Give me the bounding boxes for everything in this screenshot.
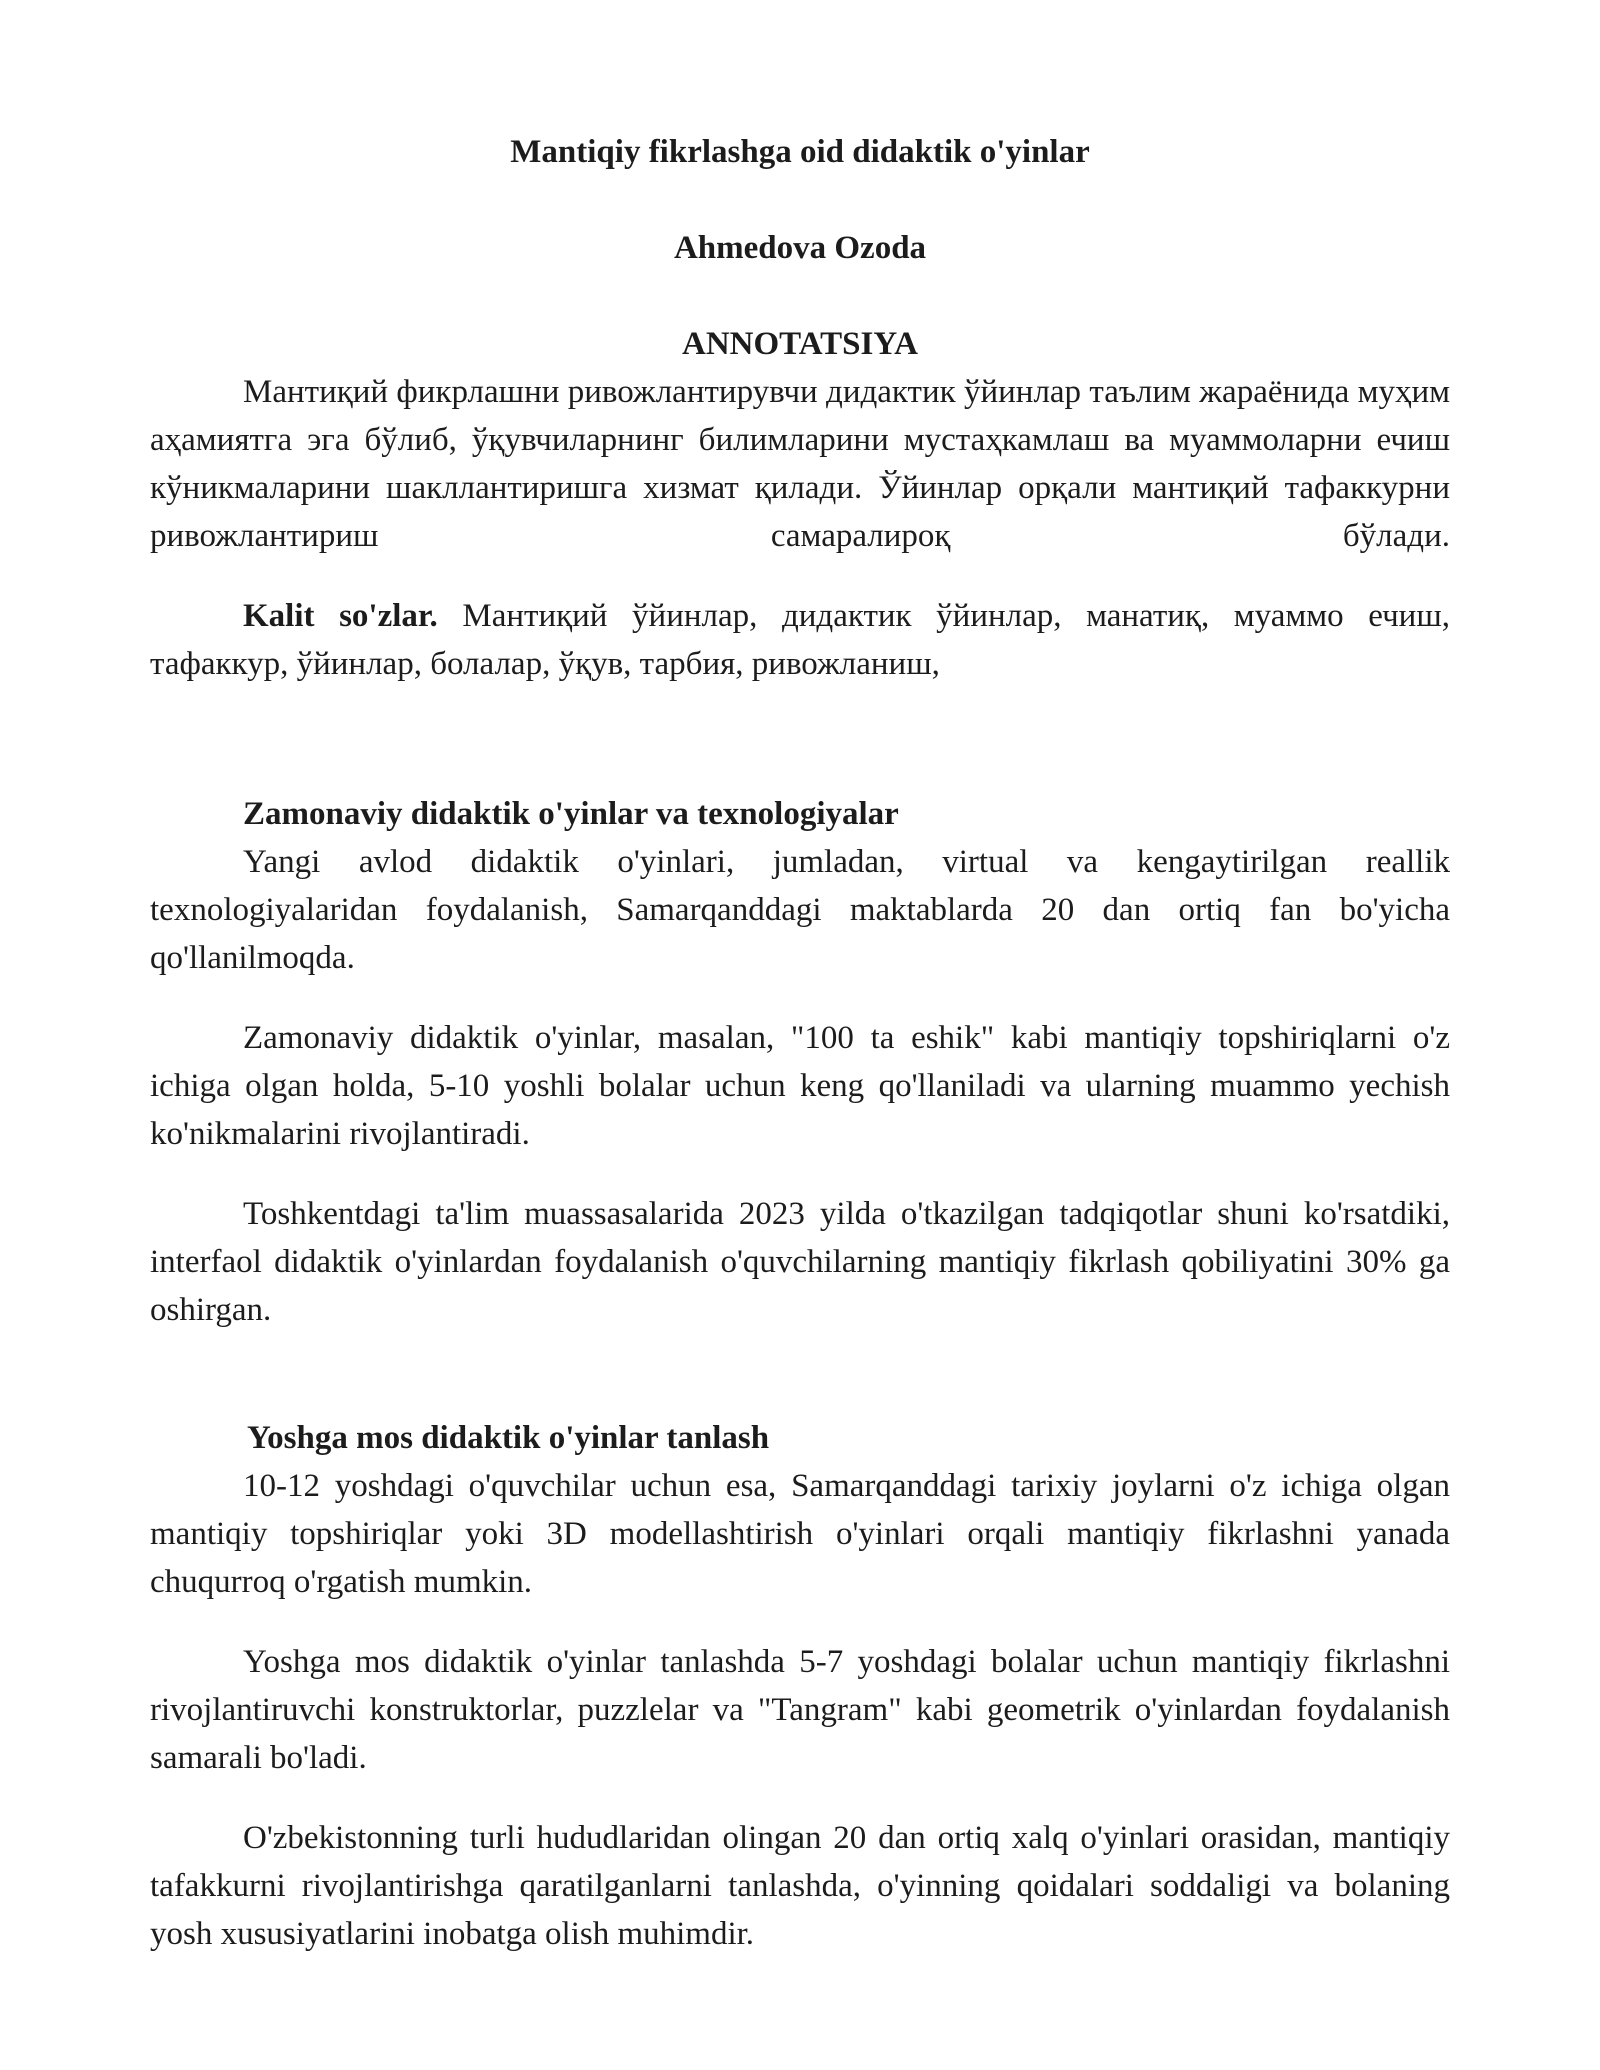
keywords-text: Мантиқий ўйинлар, дидактик ўйинлар, манатиқ, муаммо ечиш, тафаккур, ўйинлар, болалар, ўқув, тарбия, ривожланиш, — [150, 598, 1450, 682]
section-paragraph: 10-12 yoshdagi o'quvchilar uchun esa, Samarqanddagi tarixiy joylarni o'z ichiga olgan mantiqiy topshiriqlar yoki 3D modellashtirish o'yinlari orqali mantiqiy fikrlashni yanada chuqurroq o'rgatish mumkin. — [150, 1468, 1450, 1600]
annotation-heading: ANNOTATSIYA — [682, 326, 918, 362]
document-title: Mantiqiy fikrlashga oid didaktik o'yinlar — [510, 134, 1090, 170]
section-paragraph: O'zbekistonning turli hududlaridan olingan 20 dan ortiq xalq o'yinlari orasidan, mantiqiy tafakkurni rivojlantirishga qaratilganlarni tanlashda, o'yinning qoidalari soddaligi va bolaning yosh xususiyatlarini inobatga olish muhimdir. — [150, 1820, 1450, 1952]
section-paragraph: Yoshga mos didaktik o'yinlar tanlashda 5-7 yoshdagi bolalar uchun mantiqiy fikrlashni rivojlantiruvchi konstruktorlar, puzzlelar va "Tangram" kabi geometrik o'yinlardan foydalanish samarali bo'ladi. — [150, 1644, 1450, 1776]
section-heading-age-appropriate-games: Yoshga mos didaktik o'yinlar tanlash — [247, 1420, 770, 1456]
section-heading-modern-games: Zamonaviy didaktik o'yinlar va texnologiyalar — [243, 796, 899, 832]
annotation-text: Мантиқий фикрлашни ривожлантирувчи дидактик ўйинлар таълим жараёнида муҳим аҳамиятга эга бўлиб, ўқувчиларнинг билимларини мустаҳкамлаш ва муаммоларни ечиш кўникмаларини шакллантиришга хизмат қилади. Ўйинлар орқали мантиқий тафаккурни ривожлантириш самаралироқ бўлади. — [150, 374, 1450, 554]
section-paragraph: Yangi avlod didaktik o'yinlari, jumladan, virtual va kengaytirilgan reallik texnologiyalaridan foydalanish, Samarqanddagi maktablarda 20 dan ortiq fan bo'yicha qo'llanilmoqda. — [150, 844, 1450, 976]
keywords-label: Kalit so'zlar. — [243, 598, 438, 634]
keywords-paragraph — [150, 592, 1450, 688]
section-paragraph: Zamonaviy didaktik o'yinlar, masalan, "100 ta eshik" kabi mantiqiy topshiriqlarni o'z ichiga olgan holda, 5-10 yoshli bolalar uchun keng qo'llaniladi va ularning muammo yechish ko'nikmalarini rivojlantiradi. — [150, 1020, 1450, 1152]
author-name: Ahmedova Ozoda — [673, 230, 927, 266]
section-paragraph: Toshkentdagi ta'lim muassasalarida 2023 yilda o'tkazilgan tadqiqotlar shuni ko'rsatdiki, interfaol didaktik o'yinlardan foydalanish o'quvchilarning mantiqiy fikrlash qobiliyatini 30% ga oshirgan. — [150, 1196, 1450, 1328]
